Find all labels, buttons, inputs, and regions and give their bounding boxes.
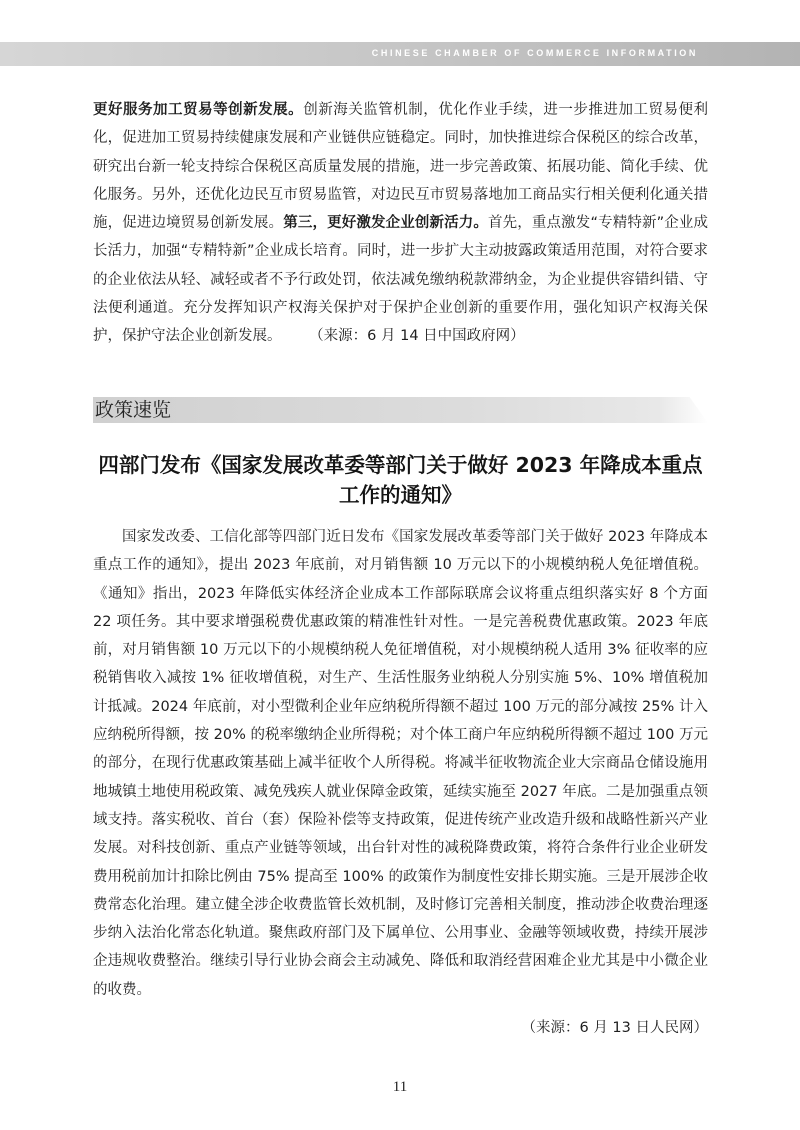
section-band (93, 397, 708, 423)
article-continuation (93, 96, 708, 351)
article-source-2: （来源：6 月 13 日人民网） (521, 1020, 708, 1036)
article-text-a: 创新海关监管机制，优化作业手续，进一步推进加工贸易便利化，促进加工贸易持续健康发展和产业链供应链稳定。同时，加快推进综合保税区的综合改革，研究出台新一轮支持综合保税区高质量发展的措施，进一步完善政策、拓展功能、简化手续、优化服务。另外，还优化边民互市贸易监管，对边民互市贸易落地加工商品实行相关便利化通关措施，促进边境贸易创新发展。 (93, 102, 709, 232)
article-body: 国家发改委、工信化部等四部门近日发布《国家发展改革委等部门关于做好 2023 年降成本重点工作的通知》，提出 2023 年底前，对月销售额 10 万元以下的小规模纳税人免征增值税。《通知》指出，2023 年降低实体经济企业成本工作部际联席会议将重点组织落实好 8 个方面 22 项任务。其中要求增强税费优惠政策的精准性针对性。一是完善税费优惠政策。2023 年底前，对月销售额 10 万元以下的小规模纳税人免征增值税，对小规模纳税人适用 3% 征收率的应税销售收入减按 1% 征收增值税，对生产、生活性服务业纳税人分别实施 5%、10% 增值税加计抵减。2024 年底前，对小型微利企业年应纳税所得额不超过 100 万元的部分减按 25% 计入应纳税所得额，按 20% 的税率缴纳企业所得税；对个体工商户年应纳税所得额不超过 100 万元的部分，在现行优惠政策基础上减半征收个人所得税。将减半征收物流企业大宗商品仓储设施用地城镇土地使用税政策、减免残疾人就业保障金政策，延续实施至 2027 年底。二是加强重点领域支持。落实税收、首台（套）保险补偿等支持政策，促进传统产业改造升级和战略性新兴产业发展。对科技创新、重点产业链等领域，出台针对性的减税降费政策，将符合条件行业企业研发费用税前加计扣除比例由 75% 提高至 100% 的政策作为制度性安排长期实施。三是开展涉企收费常态化治理。建立健全涉企收费监管长效机制，及时修订完善相关制度，推动涉企收费治理逐步纳入法治化常态化轨道。聚焦政府部门及下属单位、公用事业、金融等领域收费，持续开展涉企违规收费整治。继续引导行业协会商会主动减免、降低和取消经营困难企业尤其是中小微企业的收费。 (93, 529, 708, 998)
lead-heading: 更好服务加工贸易等创新发展。 (93, 102, 304, 118)
point-three-heading: 第三，更好激发企业创新活力。 (283, 215, 489, 232)
section-title: 政策速览 (95, 399, 172, 421)
running-header: CHINESE CHAMBER OF COMMERCE INFORMATION (371, 48, 698, 58)
article-source: （来源：6 月 14 日中国政府网） (309, 328, 525, 345)
article-text-b: 首先，重点激发“专精特新”企业成长活力，加强“专精特新”企业成长培育。同时，进一步扩大主动披露政策适用范围，对符合要求的企业依法从轻、减轻或者不予行政处罚，依法减免缴纳税款滞纳金，为企业提供容错纠错、守法便利通道。充分发挥知识产权海关保护对于保护企业创新的重要作用，强化知识产权海关保护，保护守法企业创新发展。 (93, 215, 709, 345)
article-title: 四部门发布《国家发展改革委等部门关于做好 2023 年降成本重点工作的通知》 (98, 453, 703, 507)
page-number: 11 (392, 1079, 408, 1095)
